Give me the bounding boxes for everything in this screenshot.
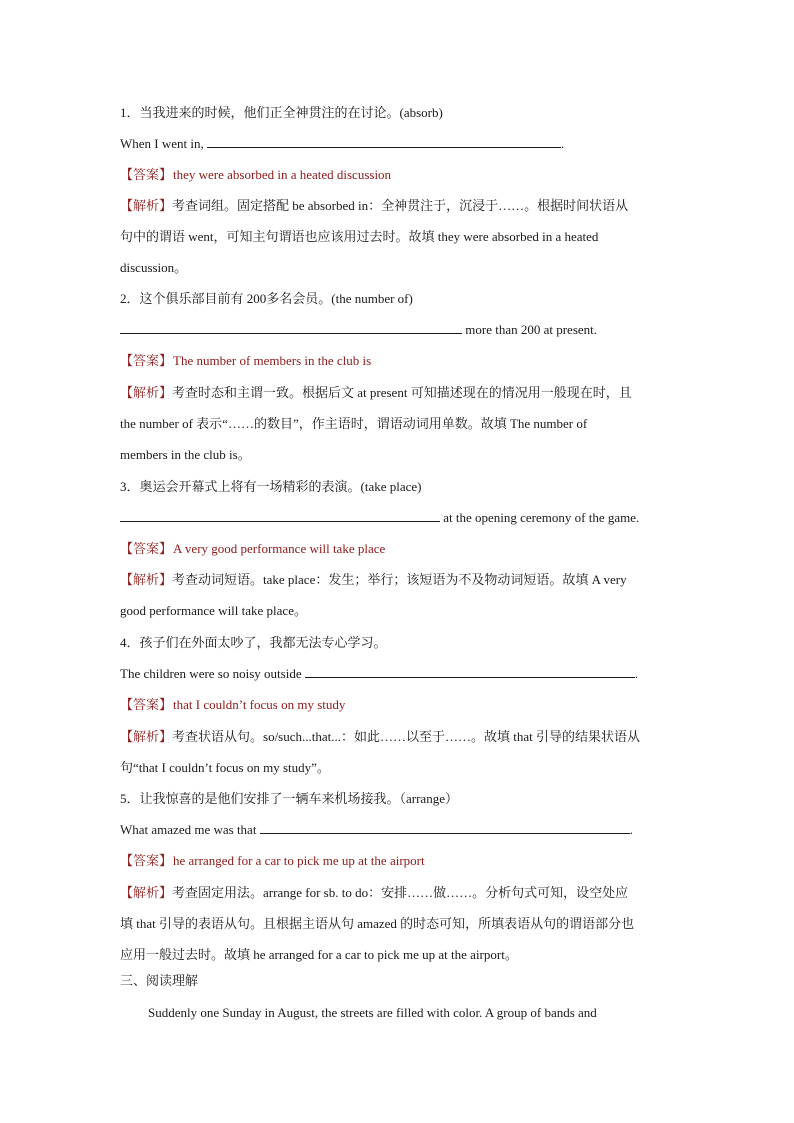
question-1-sentence-start: When I went in, [120,136,208,151]
question-5-prompt: 5．让我惊喜的是他们安排了一辆车来机场接我。（arrange） [120,791,458,806]
section-title: 三、阅读理解 [120,973,199,988]
question-5-sentence-start: What amazed me was that [120,822,260,837]
analysis-label: 【解析】 [120,885,173,900]
question-5-analysis-line-1 [120,884,680,902]
answer-text: that I couldn’t focus on my study [173,697,346,712]
analysis-text: 考查固定用法。arrange for sb. to do：安排……做……。分析句式可知，设空处应 [172,885,629,900]
analysis-label: 【解析】 [120,385,173,400]
question-4-analysis-line-2: 句“that I couldn’t focus on my study”。 [120,760,330,775]
question-1-sentence [120,135,680,153]
question-4-answer [120,696,680,714]
analysis-label: 【解析】 [120,729,173,744]
answer-text: The number of members in the club is [173,353,372,368]
question-3-answer [120,540,680,558]
question-2-analysis-line-3: members in the club is。 [120,447,251,462]
question-1-answer [120,166,680,184]
question-5-blank[interactable] [260,821,630,834]
question-2-analysis-line-1 [120,384,680,402]
question-1-analysis-line-2: 句中的谓语 went，可知主句谓语也应该用过去时。故填 they were absorbed in a heated [120,229,599,244]
analysis-text: 考查状语从句。so/such...that...：如此……以至于……。故填 that 引导的结果状语从 [172,729,641,744]
question-5-analysis-line-3: 应用一般过去时。故填 he arranged for a car to pick me up at the airport。 [120,947,518,962]
analysis-text: 考查时态和主谓一致。根据后文 at present 可知描述现在的情况用一般现在时，且 [172,385,632,400]
question-4-analysis-line-1 [120,728,680,746]
question-5-answer [120,852,680,870]
question-4-blank[interactable] [305,665,635,678]
question-1-blank[interactable] [207,135,561,148]
question-5-sentence-end: . [629,822,633,837]
question-5-sentence [120,821,680,839]
question-2-analysis-line-2: the number of 表示“……的数目”，作主语时，谓语动词用单数。故填 The number of [120,416,588,431]
answer-text: A very good performance will take place [173,541,386,556]
question-2-prompt: 2．这个俱乐部目前有 200多名会员。(the number of) [120,291,413,306]
question-1-analysis-line-3: discussion。 [120,260,188,275]
analysis-label: 【解析】 [120,572,173,587]
question-3-sentence [120,509,680,527]
question-2-blank[interactable] [120,321,462,334]
analysis-text: 考查词组。固定搭配 be absorbed in：全神贯注于，沉浸于……。根据时间状语从 [172,198,629,213]
analysis-label: 【解析】 [120,198,173,213]
answer-label: 【答案】 [120,353,173,368]
question-2-answer [120,352,680,370]
question-5-analysis-line-2: 填 that 引导的表语从句。且根据主语从句 amazed 的时态可知，所填表语从句的谓语部分也 [120,916,635,931]
question-1-sentence-end: . [561,136,565,151]
answer-text: he arranged for a car to pick me up at the airport [173,853,425,868]
answer-label: 【答案】 [120,167,173,182]
question-3-sentence-end: at the opening ceremony of the game. [440,510,640,525]
question-3-analysis-line-2: good performance will take place。 [120,603,307,618]
answer-text: they were absorbed in a heated discussion [173,167,392,182]
answer-label: 【答案】 [120,541,173,556]
question-3-analysis-line-1 [120,571,680,589]
question-4-sentence-start: The children were so noisy outside [120,666,305,681]
question-1-prompt: 1．当我进来的时候，他们正全神贯注的在讨论。(absorb) [120,105,443,120]
question-3-prompt: 3．奥运会开幕式上将有一场精彩的表演。(take place) [120,479,422,494]
question-4-sentence-end: . [634,666,639,681]
question-4-sentence [120,665,680,683]
question-4-prompt: 4．孩子们在外面太吵了，我都无法专心学习。 [120,635,387,650]
answer-label: 【答案】 [120,853,173,868]
analysis-text: 考查动词短语。take place：发生；举行；该短语为不及物动词短语。故填 A very [172,572,627,587]
question-2-sentence-end: more than 200 at present. [462,322,598,337]
question-3-blank[interactable] [120,509,440,522]
answer-label: 【答案】 [120,697,173,712]
question-2-sentence [120,321,680,339]
question-1-analysis-line-1 [120,197,680,215]
reading-passage: Suddenly one Sunday in August, the streets are filled with color. A group of bands and [148,1005,597,1020]
